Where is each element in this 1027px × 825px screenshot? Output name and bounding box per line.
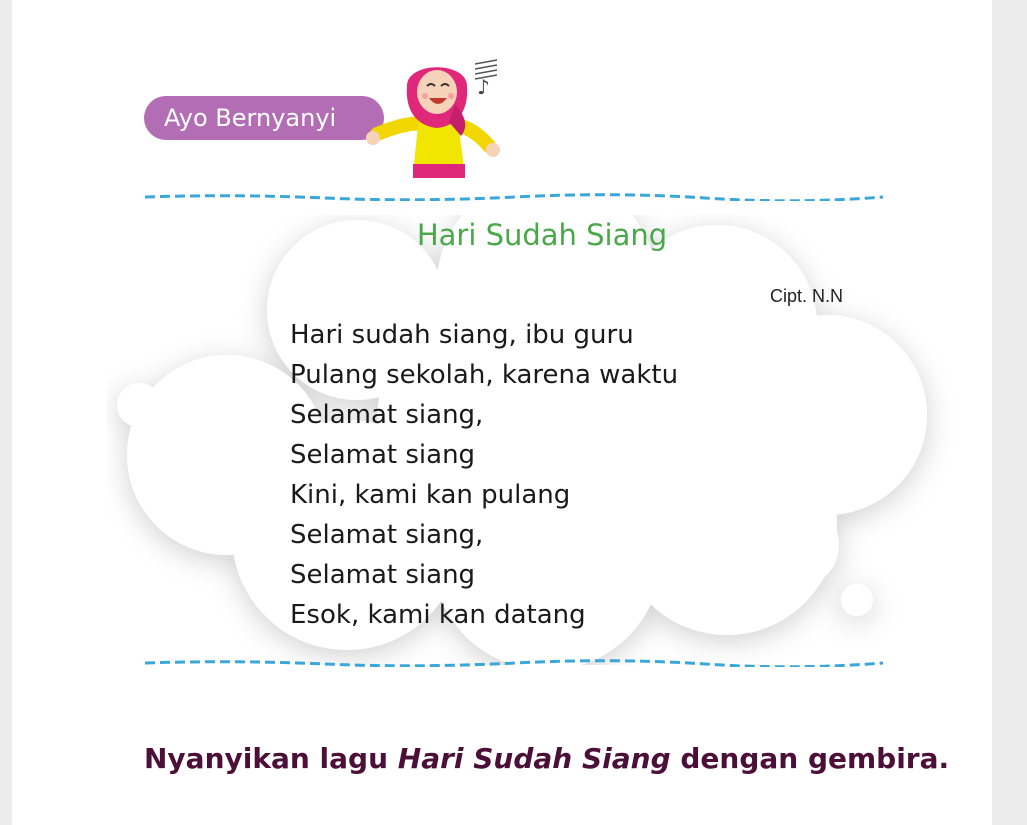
singing-girl-icon: [357, 56, 502, 178]
lyric-line: Pulang sekolah, karena waktu: [290, 360, 679, 390]
lyric-line: Selamat siang: [290, 560, 476, 590]
composer-credit: Cipt. N.N: [770, 286, 844, 306]
top-divider: [145, 193, 883, 201]
bottom-divider: [145, 659, 883, 667]
instruction-song-title: Hari Sudah Siang: [397, 742, 671, 775]
lyric-line: Selamat siang: [290, 440, 476, 470]
lyric-line: Selamat siang,: [290, 520, 484, 550]
lyric-line: Selamat siang,: [290, 400, 484, 430]
song-title: Hari Sudah Siang: [416, 218, 668, 252]
lyric-line: Kini, kami kan pulang: [290, 480, 571, 510]
lyric-line: Hari sudah siang, ibu guru: [290, 320, 634, 350]
instruction-after: dengan gembira.: [670, 742, 950, 775]
section-label: Ayo Bernyanyi: [144, 96, 384, 140]
instruction-text: [144, 742, 949, 775]
instruction-before: Nyanyikan lagu: [144, 742, 398, 775]
svg-text:♪: ♪: [477, 75, 490, 99]
lyric-line: Esok, kami kan datang: [290, 600, 586, 630]
lyrics-list: [290, 315, 678, 635]
book-page: [12, 0, 992, 825]
